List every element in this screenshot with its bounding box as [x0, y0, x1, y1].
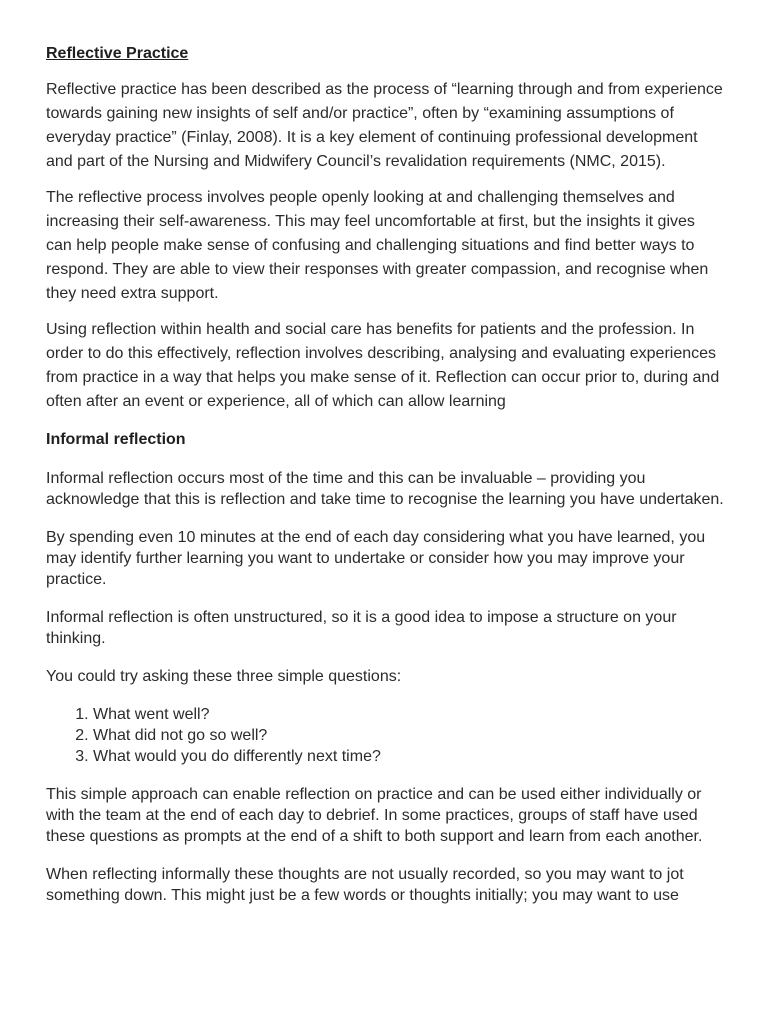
document-title: Reflective Practice: [46, 45, 189, 62]
informal-reflection-heading: Informal reflection: [46, 431, 186, 448]
paragraph-definition: Reflective practice has been described as the process of “learning through and from experience towards gaining new insights of self and/or practice”, often by “examining assumptions of everyday practice” (Finlay, 2008). It is a key element of continuing professional development and part of the Nursing and Midwifery Council’s revalidation requirements (NMC, 2015).: [46, 81, 723, 170]
paragraph-reflective-process: The reflective process involves people openly looking at and challenging themselves and increasing their self-awareness. This may feel uncomfortable at first, but the insights it gives can help people make sense of confusing and challenging situations and find better ways to respond. They are able to view their responses with greater compassion, and recognise when they need extra support.: [46, 189, 709, 302]
paragraph-informal-2: By spending even 10 minutes at the end of each day considering what you have learned, you may identify further learning you want to undertake or consider how you may improve your practice.: [46, 529, 706, 588]
paragraph-informal-3: Informal reflection is often unstructured, so it is a good idea to impose a structure on your thinking.: [46, 609, 677, 647]
list-item: 1. What went well?: [93, 704, 724, 725]
paragraph-informal-4: You could try asking these three simple questions:: [46, 668, 402, 685]
paragraph-informal-1: Informal reflection occurs most of the time and this can be invaluable – providing you acknowledge that this is reflection and take time to recognise the learning you have undertaken.: [46, 470, 724, 508]
paragraph-recording: When reflecting informally these thoughts are not usually recorded, so you may want to jot something down. This might just be a few words or thoughts initially; you may want to use: [46, 866, 684, 904]
list-item: 3. What would you do differently next time?: [93, 746, 724, 767]
paragraph-simple-approach: This simple approach can enable reflection on practice and can be used either individually or with the team at the end of each day to debrief. In some practices, groups of staff have used these questions as prompts at the end of a shift to both support and learn from each another.: [46, 786, 703, 845]
list-item: 2. What did not go so well?: [93, 725, 724, 746]
questions-list: [46, 704, 724, 767]
paragraph-benefits: Using reflection within health and social care has benefits for patients and the profession. In order to do this effectively, reflection involves describing, analysing and evaluating experiences from practice in a way that helps you make sense of it. Reflection can occur prior to, during and often after an event or experience, all of which can allow learning: [46, 321, 720, 410]
